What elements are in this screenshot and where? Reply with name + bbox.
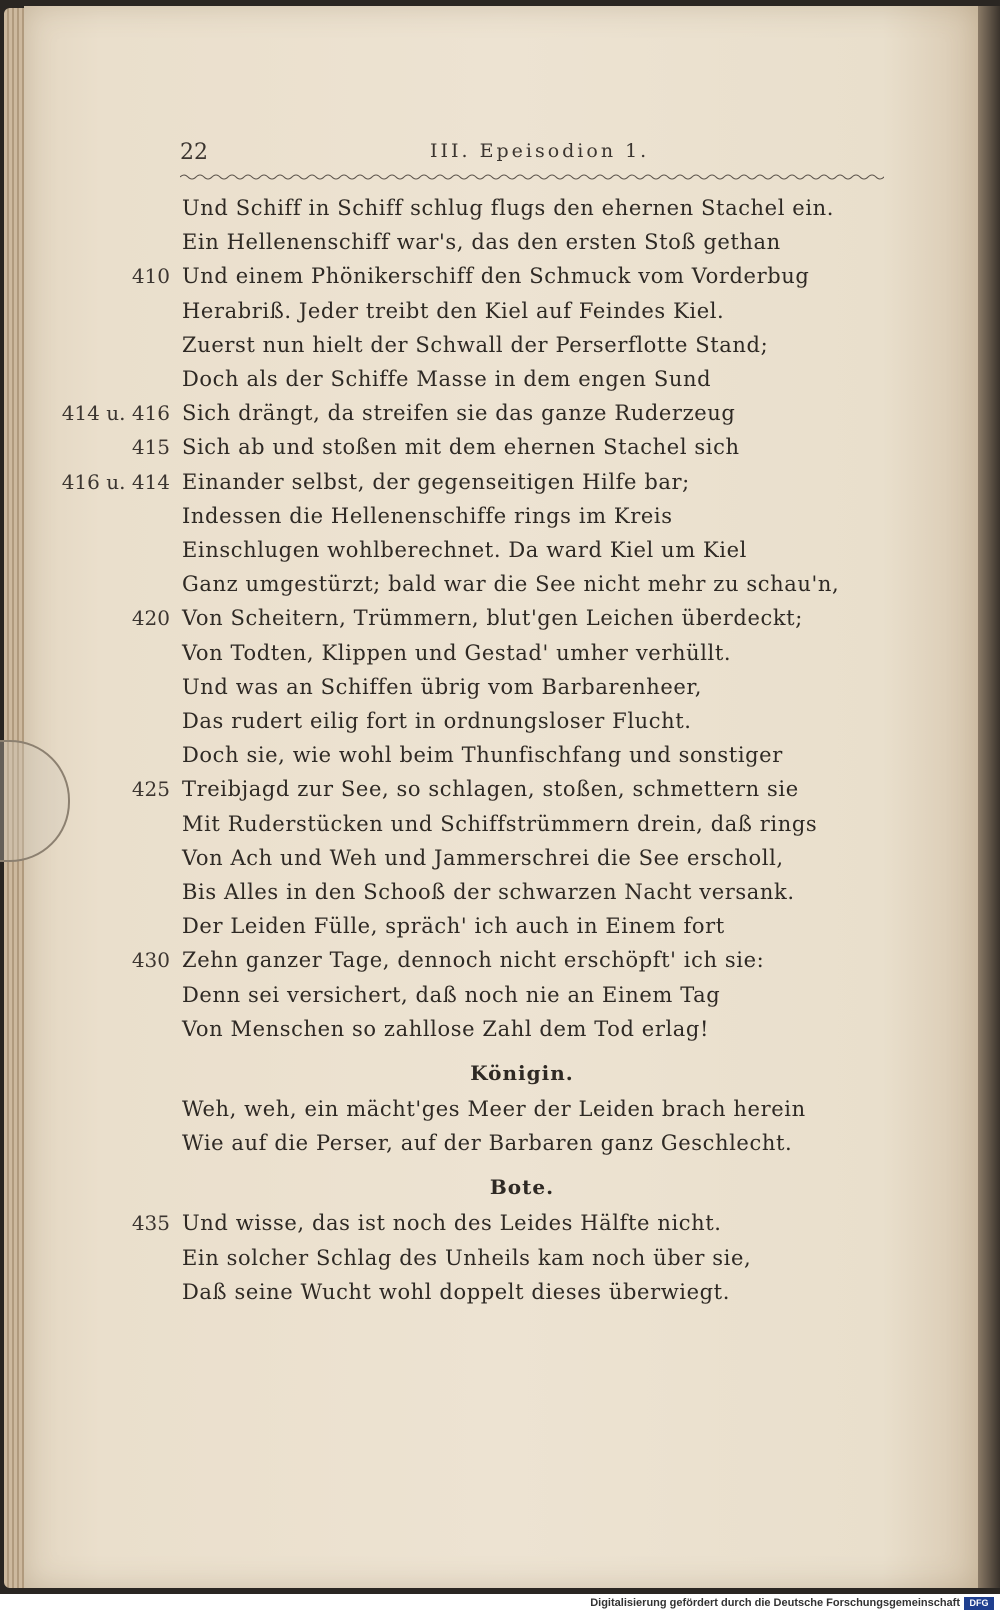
- verse-line: [0, 365, 1000, 399]
- line-number: 425: [131, 777, 170, 802]
- line-text: Weh, weh, ein mächt'ges Meer der Leiden brach herein: [182, 1097, 806, 1121]
- line-text: Und Schiff in Schiff schlug flugs den ehernen Stachel ein.: [182, 196, 835, 220]
- line-text: Sich drängt, da streifen sie das ganze Ruderzeug: [182, 401, 736, 426]
- line-text: Ganz umgestürzt; bald war die See nicht mehr zu schau'n,: [182, 572, 840, 597]
- verse-line: [0, 741, 1000, 775]
- verse-line: [0, 878, 1000, 912]
- line-number: 414 u. 416: [61, 401, 170, 426]
- verse-line: [0, 1278, 1000, 1312]
- line-text: Bis Alles in den Schooß der schwarzen Nacht versank.: [182, 880, 795, 904]
- verse-line: [0, 810, 1000, 844]
- line-text: Von Todten, Klippen und Gestad' umher verhüllt.: [182, 640, 732, 665]
- verse-line: [0, 1209, 1000, 1243]
- line-text: Zehn ganzer Tage, dennoch nicht erschöpft' ich sie:: [182, 948, 765, 973]
- verse-line: [0, 604, 1000, 638]
- header-rule: [180, 170, 884, 184]
- verse-line: [0, 1015, 1000, 1049]
- line-text: Doch als der Schiffe Masse in dem engen Sund: [182, 367, 712, 391]
- line-number: 420: [131, 606, 170, 631]
- line-text: Und was an Schiffen übrig vom Barbarenheer,: [182, 674, 703, 699]
- line-text: Doch sie, wie wohl beim Thunfischfang und sonstiger: [182, 743, 783, 768]
- line-text: Wie auf die Perser, auf der Barbaren ganz Geschlecht.: [182, 1131, 793, 1156]
- verse-line: [0, 570, 1000, 604]
- verse-line: [0, 297, 1000, 331]
- verse-line: [0, 536, 1000, 570]
- verse-line: [0, 1095, 1000, 1129]
- line-text: Mit Ruderstücken und Schiffstrümmern drein, daß rings: [182, 811, 818, 836]
- digitization-footer: [0, 1594, 1000, 1614]
- line-text: Daß seine Wucht wohl doppelt dieses überwiegt.: [182, 1279, 730, 1304]
- line-text: Indessen die Hellenenschiffe rings im Kreis: [182, 503, 673, 528]
- line-number: 435: [131, 1211, 170, 1236]
- verse-line: [0, 399, 1000, 433]
- line-text: Einander selbst, der gegenseitigen Hilfe bar;: [182, 469, 690, 494]
- line-number: 410: [131, 264, 170, 289]
- verse-line: [0, 912, 1000, 946]
- verse-line: [0, 468, 1000, 502]
- line-text: Der Leiden Fülle, spräch' ich auch in Einem fort: [182, 914, 725, 939]
- line-text: Von Ach und Weh und Jammerschrei die See erscholl,: [182, 845, 784, 870]
- verse-line: [0, 228, 1000, 262]
- verse-line: [0, 433, 1000, 467]
- line-text: Von Scheitern, Trümmern, blut'gen Leichen überdeckt;: [182, 606, 803, 631]
- footer-credit: Digitalisierung gefördert durch die Deutsche Forschungsgemeinschaft: [590, 1597, 960, 1609]
- line-text: Herabriß. Jeder treibt den Kiel auf Feindes Kiel.: [182, 298, 725, 323]
- verse-line: [0, 262, 1000, 296]
- line-text: Und einem Phönikerschiff den Schmuck vom Vorderbug: [182, 264, 810, 289]
- line-text: Zuerst nun hielt der Schwall der Perserflotte Stand;: [182, 332, 769, 357]
- line-text: Denn sei versichert, daß noch nie an Einem Tag: [182, 982, 721, 1007]
- line-text: Ein Hellenenschiff war's, das den ersten Stoß gethan: [182, 230, 781, 255]
- page-number: 22: [180, 140, 208, 165]
- verse-line: [0, 194, 1000, 228]
- verse-line: [0, 331, 1000, 365]
- verse-line: [0, 707, 1000, 741]
- line-text: Treibjagd zur See, so schlagen, stoßen, schmettern sie: [182, 777, 799, 802]
- verse-line: [0, 639, 1000, 673]
- verse-line: [0, 981, 1000, 1015]
- speaker-heading-bote: Bote.: [489, 1175, 555, 1200]
- verse-line: [0, 1244, 1000, 1278]
- verse-line: [0, 502, 1000, 536]
- line-text: Einschlugen wohlberechnet. Da ward Kiel um Kiel: [182, 538, 747, 562]
- line-text: Und wisse, das ist noch des Leides Hälfte nicht.: [182, 1211, 722, 1236]
- running-head: III. Epeisodion 1.: [430, 140, 650, 162]
- line-number: 416 u. 414: [61, 469, 170, 494]
- line-text: Das rudert eilig fort in ordnungsloser Flucht.: [182, 709, 692, 733]
- line-text: Ein solcher Schlag des Unheils kam noch über sie,: [182, 1245, 752, 1270]
- line-text: Sich ab und stoßen mit dem ehernen Stachel sich: [182, 435, 740, 460]
- speaker-heading-koenigin: Königin.: [470, 1061, 574, 1085]
- verse-line: [0, 673, 1000, 707]
- verse-line: [0, 844, 1000, 878]
- line-text: Von Menschen so zahllose Zahl dem Tod erlag!: [182, 1016, 709, 1041]
- dfg-logo: DFG: [964, 1597, 994, 1610]
- verse-line: [0, 775, 1000, 809]
- verse-line: [0, 1129, 1000, 1163]
- verse-line: [0, 946, 1000, 980]
- line-number: 430: [131, 948, 170, 973]
- line-number: 415: [131, 435, 170, 460]
